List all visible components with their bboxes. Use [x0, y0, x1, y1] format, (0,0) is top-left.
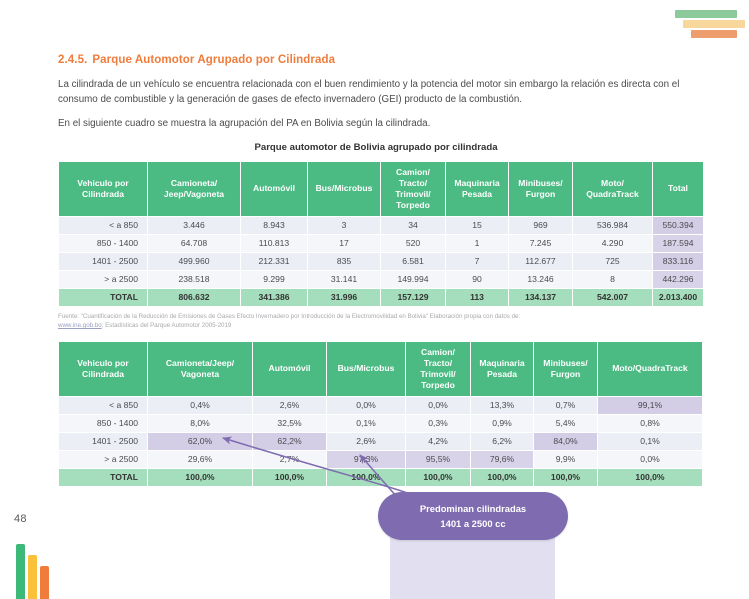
table1-col-header-1: Camioneta/ Jeep/Vagoneta — [148, 162, 240, 216]
table2-row1-col2: 0,1% — [327, 415, 405, 432]
table2-row0-col2: 0,0% — [327, 397, 405, 414]
table2-row1-col6: 0,8% — [598, 415, 702, 432]
deco-vbar-green — [16, 544, 25, 599]
table2-col-header-1: Camioneta/Jeep/ Vagoneta — [148, 342, 252, 396]
table1-row1-col4: 1 — [446, 235, 508, 252]
table2-row2-col1: 62,2% — [253, 433, 326, 450]
table1-col-header-4: Camion/ Tracto/ Trimovil/ Torpedo — [381, 162, 445, 216]
deco-bar-green — [675, 10, 737, 18]
table2-row3-col1: 2,7% — [253, 451, 326, 468]
table-row — [59, 235, 703, 252]
decorative-bars-bottom-left — [14, 539, 60, 599]
table2-total-col0: 100,0% — [148, 469, 252, 486]
paragraph-1: La cilindrada de un vehículo se encuentra relacionada con el buen rendimiento y la potencia del motor sin embargo la relación es directa con el consumo de combustible y la generación de gases de efecto invernadero (GEI) producto de la combustión. — [58, 79, 680, 105]
table2-row1-col0: 8,0% — [148, 415, 252, 432]
table-row — [59, 253, 703, 270]
table2-col-header-6: Minibuses/ Furgon — [534, 342, 597, 396]
callout-shadow-box — [390, 534, 555, 599]
table2-row1-col3: 0,3% — [406, 415, 470, 432]
table2-row2-col3: 4,2% — [406, 433, 470, 450]
table1-total-col4: 113 — [446, 289, 508, 306]
table1-row1-col6: 4.290 — [573, 235, 652, 252]
deco-bar-yellow — [683, 20, 745, 28]
table1-col-header-8: Total — [653, 162, 703, 216]
table1-col-header-5: Maquinaria Pesada — [446, 162, 508, 216]
table1-row0-col4: 15 — [446, 217, 508, 234]
table1-caption: Parque automotor de Bolivia agrupado por cilindrada — [254, 141, 498, 153]
table1-col-header-7: Moto/ QuadraTrack — [573, 162, 652, 216]
source-note-suffix: ; Estadísticas del Parque Automotor 2005-2019 — [101, 322, 232, 329]
table1-row3-total: 442.296 — [653, 271, 703, 288]
table-row — [59, 451, 702, 468]
callout-bubble — [378, 492, 568, 540]
table1-row3-col4: 90 — [446, 271, 508, 288]
table1-row0-col0: 3.446 — [148, 217, 240, 234]
table1-total-col6: 542.007 — [573, 289, 652, 306]
table1-total-total: 2.013.400 — [653, 289, 703, 306]
table-row — [59, 433, 702, 450]
table2-row2-col2: 2,6% — [327, 433, 405, 450]
table1-total-col1: 341.386 — [241, 289, 307, 306]
table1-row0-col3: 34 — [381, 217, 445, 234]
table1-row3-col1: 9.299 — [241, 271, 307, 288]
table2-row2-label: 1401 - 2500 — [59, 433, 147, 450]
table2-row2-col4: 6,2% — [471, 433, 533, 450]
table2-total-col2: 100,0% — [327, 469, 405, 486]
deco-bar-orange — [691, 30, 737, 38]
table1-row1-total: 187.594 — [653, 235, 703, 252]
source-link[interactable]: www.ine.gob.bo — [58, 322, 102, 329]
table1-col-header-3: Bus/Microbus — [308, 162, 380, 216]
table2-total-col4: 100,0% — [471, 469, 533, 486]
table2-total-row — [59, 469, 702, 486]
table1-row0-col6: 536.984 — [573, 217, 652, 234]
table2-row2-col0: 62,0% — [148, 433, 252, 450]
table1-row0-total: 550.394 — [653, 217, 703, 234]
table1-row2-col0: 499.960 — [148, 253, 240, 270]
table1-row1-col1: 110.813 — [241, 235, 307, 252]
table1-row1-col3: 520 — [381, 235, 445, 252]
table2-col-header-0: Vehiculo por Cilindrada — [59, 342, 147, 396]
table1-row3-col5: 13.246 — [509, 271, 572, 288]
table-row — [59, 217, 703, 234]
table1-col-header-6: Minibuses/ Furgon — [509, 162, 572, 216]
table2-col-header-3: Bus/Microbus — [327, 342, 405, 396]
table1-row3-label: > a 2500 — [59, 271, 147, 288]
table2-row3-label: > a 2500 — [59, 451, 147, 468]
table1-row3-col3: 149.994 — [381, 271, 445, 288]
table2-row2-col6: 0,1% — [598, 433, 702, 450]
table1-col-header-2: Automóvil — [241, 162, 307, 216]
table2-total-col6: 100,0% — [598, 469, 702, 486]
page-content — [58, 54, 698, 487]
table2-total-label: TOTAL — [59, 469, 147, 486]
table1-row3-col0: 238.518 — [148, 271, 240, 288]
table-row — [59, 271, 703, 288]
table1-row0-col5: 969 — [509, 217, 572, 234]
table1-row0-col2: 3 — [308, 217, 380, 234]
table2-total-col1: 100,0% — [253, 469, 326, 486]
table2-row0-col6: 99,1% — [598, 397, 702, 414]
table1-total-col2: 31.996 — [308, 289, 380, 306]
source-note-text: Fuente: "Cuantificación de la Reducción de Emisiones de Gases Efecto Invernadero por Introducción de la Electromovilidad en Bolivia" Elaboración propia con datos de: — [58, 312, 521, 320]
table2-row0-col4: 13,3% — [471, 397, 533, 414]
table2-row0-col3: 0,0% — [406, 397, 470, 414]
table2-row3-col6: 0,0% — [598, 451, 702, 468]
table2-row0-label: < a 850 — [59, 397, 147, 414]
table2-row1-col1: 32,5% — [253, 415, 326, 432]
table2-row0-col1: 2,6% — [253, 397, 326, 414]
table-absolute-values — [58, 161, 704, 307]
paragraph-2: En el siguiente cuadro se muestra la agrupación del PA en Bolivia según la cilindrada. — [58, 118, 431, 129]
decorative-bars-top-right — [659, 0, 749, 46]
table2-col-header-2: Automóvil — [253, 342, 326, 396]
table1-total-label: TOTAL — [59, 289, 147, 306]
table-row — [59, 415, 702, 432]
table2-total-col3: 100,0% — [406, 469, 470, 486]
table1-row0-label: < a 850 — [59, 217, 147, 234]
table2-row1-col4: 0,9% — [471, 415, 533, 432]
table-row — [59, 397, 702, 414]
table2-row3-col3: 95,5% — [406, 451, 470, 468]
table1-row2-label: 1401 - 2500 — [59, 253, 147, 270]
table1-row2-col6: 725 — [573, 253, 652, 270]
table1-col-header-0: Vehiculo por Cilindrada — [59, 162, 147, 216]
callout-line-2: 1401 a 2500 cc — [440, 518, 506, 529]
table1-row3-col2: 31.141 — [308, 271, 380, 288]
table1-total-col3: 157.129 — [381, 289, 445, 306]
table2-col-header-7: Moto/QuadraTrack — [598, 342, 702, 396]
table1-row2-col2: 835 — [308, 253, 380, 270]
table2-header-row — [59, 342, 702, 396]
table2-row3-col2: 97,3% — [327, 451, 405, 468]
table2-row2-col5: 84,0% — [534, 433, 597, 450]
table2-row3-col5: 9,9% — [534, 451, 597, 468]
section-number: 2.4.5. — [58, 54, 88, 66]
table1-row2-col1: 212.331 — [241, 253, 307, 270]
table1-total-col0: 806.632 — [148, 289, 240, 306]
table1-row2-col3: 6.581 — [381, 253, 445, 270]
deco-vbar-orange — [40, 566, 49, 599]
source-note — [58, 312, 694, 331]
table2-row3-col0: 29,6% — [148, 451, 252, 468]
table2-col-header-5: Maquinaria Pesada — [471, 342, 533, 396]
section-heading — [58, 54, 694, 66]
table1-row1-label: 850 - 1400 — [59, 235, 147, 252]
table2-col-header-4: Camion/ Tracto/ Trimovil/ Torpedo — [406, 342, 470, 396]
table2-row1-label: 850 - 1400 — [59, 415, 147, 432]
table2-row0-col5: 0,7% — [534, 397, 597, 414]
page-number: 48 — [14, 513, 27, 525]
table1-row1-col2: 17 — [308, 235, 380, 252]
table2-total-col5: 100,0% — [534, 469, 597, 486]
table-percentage-values — [58, 341, 703, 487]
table1-row2-col5: 112.677 — [509, 253, 572, 270]
deco-vbar-yellow — [28, 555, 37, 599]
table2-row1-col5: 5,4% — [534, 415, 597, 432]
section-title-text: Parque Automotor Agrupado por Cilindrada — [92, 54, 336, 66]
table1-row0-col1: 8.943 — [241, 217, 307, 234]
table1-row3-col6: 8 — [573, 271, 652, 288]
callout-line-1: Predominan cilindradas — [419, 503, 527, 514]
table1-row2-col4: 7 — [446, 253, 508, 270]
table1-row1-col0: 64.708 — [148, 235, 240, 252]
table2-row0-col0: 0,4% — [148, 397, 252, 414]
table1-header-row — [59, 162, 703, 216]
table1-total-col5: 134.137 — [509, 289, 572, 306]
table2-row3-col4: 79,6% — [471, 451, 533, 468]
table1-row1-col5: 7.245 — [509, 235, 572, 252]
table1-total-row — [59, 289, 703, 306]
table1-row2-total: 833.116 — [653, 253, 703, 270]
